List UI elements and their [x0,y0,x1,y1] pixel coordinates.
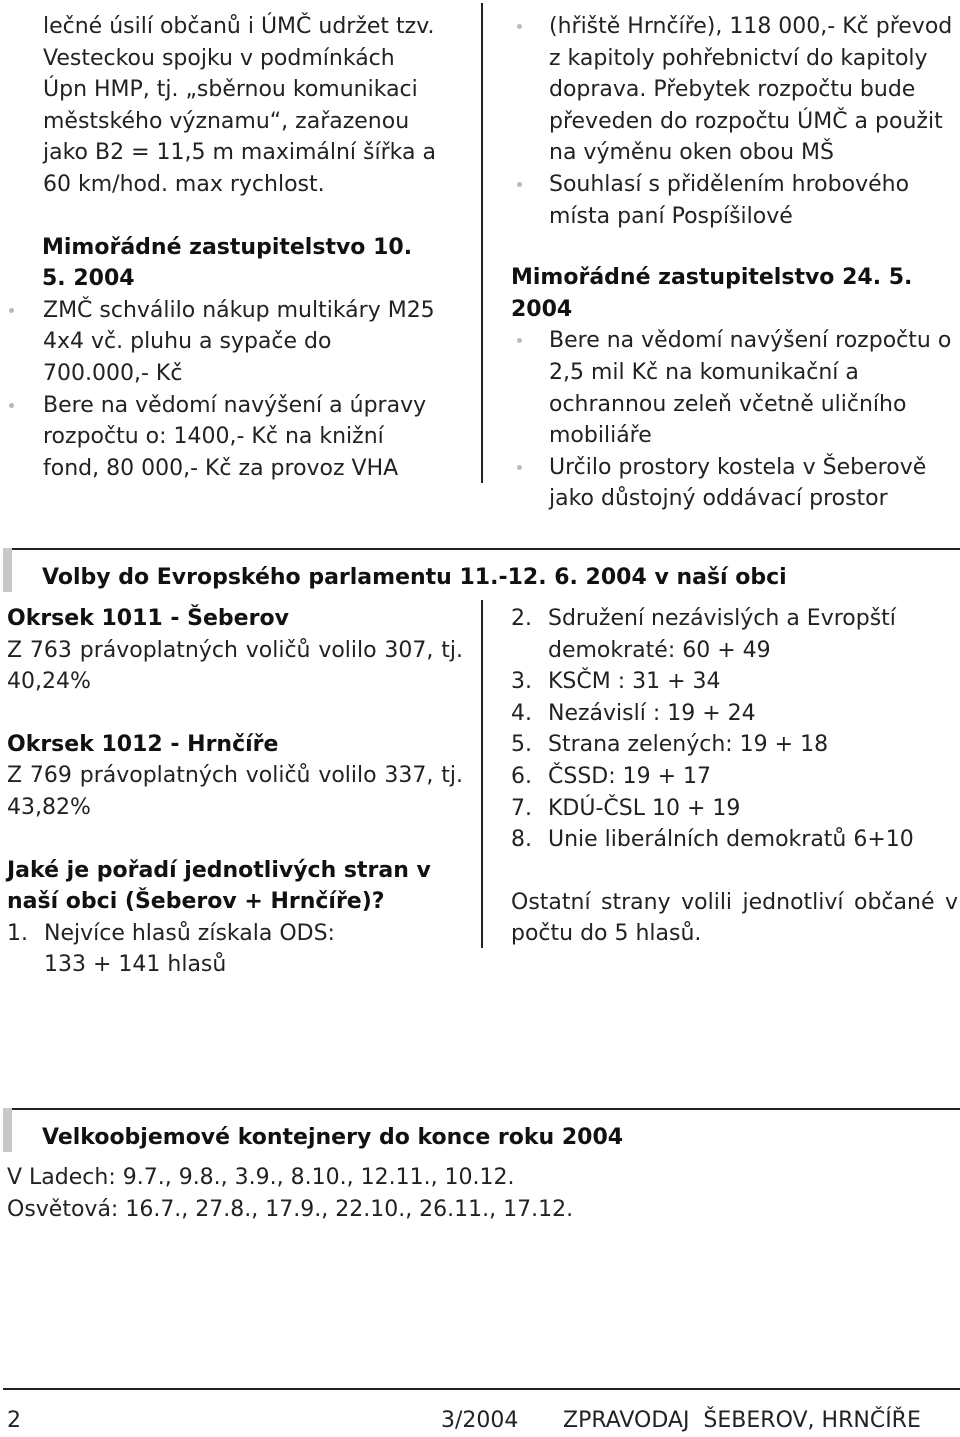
district-turnout: Z 763 právoplatných voličů volilo 307, tj. 40,24% [7,637,463,695]
result-text: KDÚ-ČSL 10 + 19 [548,795,741,821]
result-item [511,666,960,698]
result-text: KSČM : 31 + 34 [548,669,721,695]
list-item: ZMČ schválilo nákup multikáry M25 4x4 vč. pluhu a sypače do 700.000,- Kč [3,295,443,390]
result-number: 2. [511,606,532,631]
section-title: Velkoobjemové kontejnery do konce roku 2004 [42,1125,624,1150]
others-note: Ostatní strany volili jednotliví občané v počtu do 5 hlasů. [511,889,958,947]
section-rule [3,1108,960,1110]
result-text: Nezávislí : 19 + 24 [548,700,756,726]
continued-paragraph: (hřiště Hrnčíře), 118 000,- Kč převod z kapitoly pohřebnictví do kapitoly doprava. Přebytek rozpočtu bude převeden do rozpočtu ÚMČ a použit na výměnu oken obou MŠ [511,11,960,169]
list-item: Určilo prostory kostela v Šeberově jako důstojný oddávací prostor [511,452,960,515]
result-text: Nejvíce hlasů získala ODS: 133 + 141 hlasů [44,920,335,978]
elections-left-column [7,603,463,981]
result-number: 6. [511,763,532,789]
result-item [511,824,960,856]
result-item [511,729,960,761]
result-number: 5. [511,732,532,758]
list-item: Bere na vědomí navýšení a úpravy rozpočtu o: 1400,- Kč na knižní fond, 80 000,- Kč za provoz VHA [3,390,443,485]
continued-paragraph: lečné úsilí občanů i ÚMČ udržet tzv. Vesteckou spojku v podmínkách Úpn HMP, tj. „sběrnou komunikaci městského významu“, zařazenou jako B2 = 11,5 m maximální šířka a 60 km/hod. max rychlost. [43,14,436,197]
bullet-list [3,295,443,485]
result-number: 1. [7,920,28,946]
schedule-line: V Ladech: 9.7., 9.8., 3.9., 8.10., 12.11., 10.12. [7,1165,515,1190]
section-rule [3,548,960,550]
result-text: Strana zelených: 19 + 18 [548,732,829,758]
heading-accent-bar [3,548,12,592]
section-heading: Mimořádné zastupitelstvo 10. 5. 2004 [42,234,413,292]
results-question: Jaké je pořadí jednotlivých stran v naší obci (Šeberov + Hrnčíře)? [7,857,431,915]
result-item [511,793,960,825]
district-turnout: Z 769 právoplatných voličů volilo 337, tj. 43,82% [7,763,463,820]
top-right-column [511,11,960,515]
column-divider [481,600,483,948]
elections-right-column [511,603,960,950]
schedule [7,1162,907,1225]
result-text: Unie liberálních demokratů 6+10 [548,827,914,853]
bullet-list [511,325,960,515]
result-text: Sdružení nezávislých a Evropští demokraté: 60 + 49 [548,606,896,663]
result-item [511,761,960,793]
result-number: 7. [511,795,532,821]
section-heading: Mimořádné zastupitelstvo 24. 5. 2004 [511,265,913,322]
list-item: Bere na vědomí navýšení rozpočtu o 2,5 mil Kč na komunikační a ochrannou zeleň včetně uličního mobiliáře [511,325,960,451]
result-item [7,918,344,981]
page-number: 2 [7,1408,21,1433]
section-title: Volby do Evropského parlamentu 11.-12. 6. 2004 v naší obci [42,565,787,590]
district-heading: Okrsek 1012 - Hrnčíře [7,731,279,757]
heading-accent-bar [3,1108,12,1152]
result-number: 8. [511,827,532,853]
top-left-column [43,11,443,484]
result-item [511,603,960,666]
schedule-line: Osvětová: 16.7., 27.8., 17.9., 22.10., 26.11., 17.12. [7,1196,574,1222]
result-number: 3. [511,669,532,695]
footer-rule [3,1388,960,1390]
column-divider [481,3,483,483]
result-text: ČSSD: 19 + 17 [548,763,712,789]
result-number: 4. [511,700,532,726]
bullet-list [511,169,960,232]
publication-name: ZPRAVODAJ ŠEBEROV, HRNČÍŘE [563,1408,921,1433]
issue-number: 3/2004 [441,1408,519,1433]
bullet-list [511,11,960,169]
result-item [511,698,960,730]
list-item: Souhlasí s přidělením hrobového místa paní Pospíšilové [511,169,960,232]
district-heading: Okrsek 1011 - Šeberov [7,606,289,631]
